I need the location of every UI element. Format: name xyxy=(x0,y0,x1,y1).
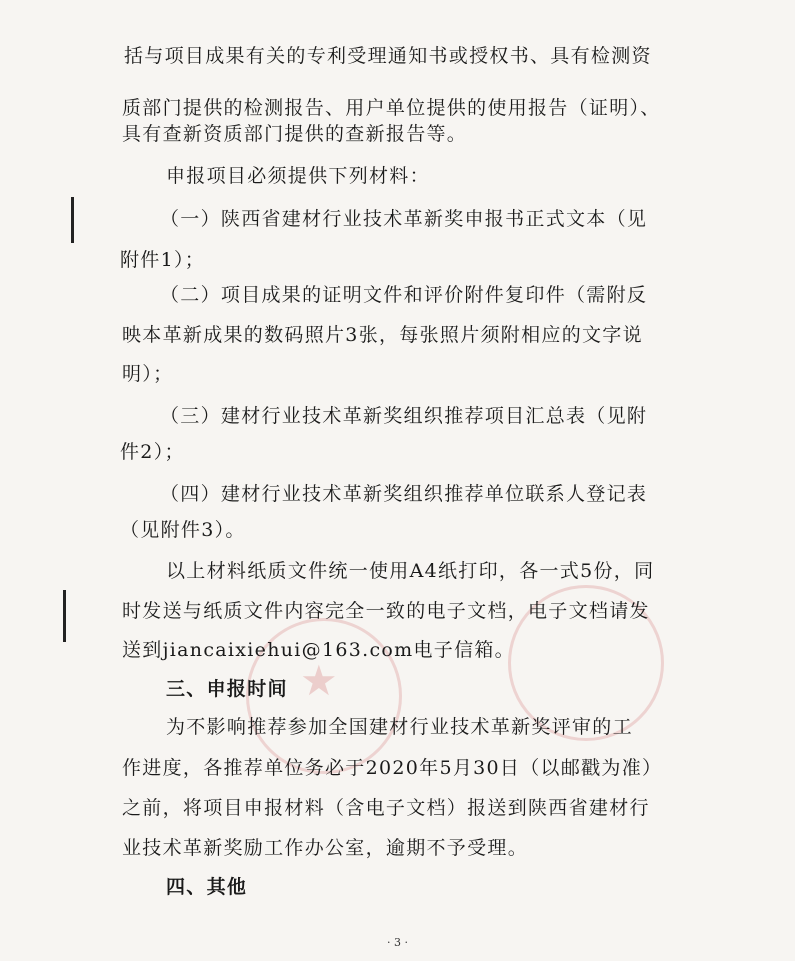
text-line: 具有查新资质部门提供的查新报告等。 xyxy=(122,123,468,145)
text-line: 附件1）； xyxy=(120,249,206,271)
text-line: 映本革新成果的数码照片3张，每张照片须附相应的文字说 xyxy=(122,324,643,346)
text-line: （二）项目成果的证明文件和评价附件复印件（需附反 xyxy=(160,284,648,306)
section-heading: 三、申报时间 xyxy=(166,678,288,700)
text-line: 以上材料纸质文件统一使用A4纸打印，各一式5份，同 xyxy=(166,560,655,582)
text-line: 送到jiancaixiehui@163.com电子信箱。 xyxy=(122,639,515,661)
text-line: 括与项目成果有关的专利受理通知书或授权书、具有检测资 xyxy=(124,45,652,67)
text-line: 明）； xyxy=(122,363,174,385)
text-line: 之前，将项目申报材料（含电子文档）报送到陕西省建材行 xyxy=(122,797,650,819)
text-line: （四）建材行业技术革新奖组织推荐单位联系人登记表 xyxy=(160,483,648,505)
text-line: 作进度，各推荐单位务必于2020年5月30日（以邮戳为准） xyxy=(122,757,663,779)
text-line: 质部门提供的检测报告、用户单位提供的使用报告（证明）、 xyxy=(122,97,661,119)
text-line: 为不影响推荐参加全国建材行业技术革新奖评审的工 xyxy=(166,716,633,738)
text-line: 业技术革新奖励工作办公室，逾期不予受理。 xyxy=(122,837,529,859)
text-line: （一）陕西省建材行业技术革新奖申报书正式文本（见 xyxy=(160,208,648,230)
text-line: （三）建材行业技术革新奖组织推荐项目汇总表（见附 xyxy=(160,405,648,427)
page-number: · 3 · xyxy=(387,936,408,949)
text-line: 申报项目必须提供下列材料： xyxy=(166,165,430,187)
text-line: 时发送与纸质文件内容完全一致的电子文档，电子文档请发 xyxy=(122,600,650,622)
text-line: 件2）； xyxy=(120,441,185,463)
text-line: （见附件3）。 xyxy=(120,519,246,541)
section-heading: 四、其他 xyxy=(166,876,248,898)
seal-star-icon: ★ xyxy=(300,656,338,705)
